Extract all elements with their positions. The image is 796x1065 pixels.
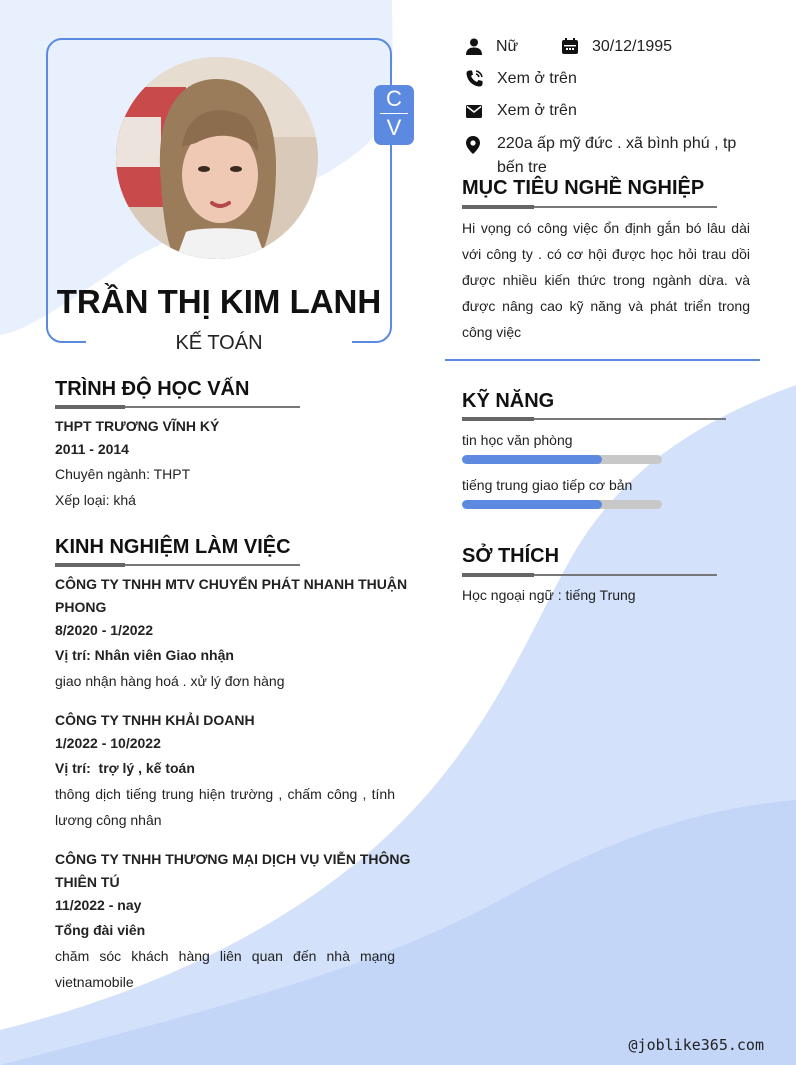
contact-birthday-row — [562, 38, 672, 56]
experience-1-period: 8/2020 - 1/2022 — [55, 622, 154, 638]
job-title: KẾ TOÁN — [175, 332, 263, 354]
cv-badge-bottom-letter: V — [386, 115, 402, 140]
education-period: 2011 - 2014 — [55, 441, 129, 457]
education-title-underline — [55, 406, 300, 408]
experience-2-description: thông dịch tiếng trung hiện trường , chấm công , tính lương công nhân — [55, 786, 395, 828]
experience-1-company-line-1: CÔNG TY TNHH MTV CHUYỂN PHÁT NHANH THUẬN — [55, 576, 408, 592]
education-section-title: TRÌNH ĐỘ HỌC VẤN — [55, 378, 250, 400]
contact-phone-row — [466, 70, 577, 88]
experience-1-position: Vị trí: Nhân viên Giao nhận — [55, 647, 234, 663]
address-line-2: bến tre — [497, 159, 547, 176]
experience-3-company-line-2: THIÊN TÚ — [55, 874, 120, 890]
footer-watermark: @joblike365.com — [628, 1036, 764, 1054]
profile-photo — [116, 57, 318, 259]
address-block — [497, 132, 736, 180]
contact-gender-row — [466, 38, 518, 56]
person-icon — [466, 38, 482, 56]
envelope-icon — [466, 105, 482, 119]
objective-section-title: MỤC TIÊU NGHỀ NGHIỆP — [462, 177, 705, 199]
experience-3-position: Tổng đài viên — [55, 922, 146, 938]
experience-title-underline — [55, 564, 300, 566]
education-major: Chuyên ngành: THPT — [55, 466, 191, 482]
experience-1-company-line-2: PHONG — [55, 599, 107, 615]
job-title-wrap — [86, 328, 352, 358]
skills-title-underline — [462, 418, 726, 420]
experience-2-company: CÔNG TY TNHH KHẢI DOANH — [55, 712, 255, 728]
education-school: THPT TRƯƠNG VĨNH KÝ — [55, 418, 220, 434]
hobbies-title-underline — [462, 574, 717, 576]
experience-2-position: Vị trí: trợ lý , kế toán — [55, 760, 195, 776]
experience-1-description: giao nhận hàng hoá . xử lý đơn hàng — [55, 673, 285, 689]
skill-bar-2 — [462, 500, 662, 509]
objective-text: Hi vọng có công việc ổn định gắn bó lâu dài với công ty . có cơ hội được học hỏi trau dồi được nhiều kiến thức trong ngành dừa. và được nâng cao kỹ năng và phát triển trong công việc — [462, 220, 750, 340]
education-rank: Xếp loại: khá — [55, 492, 136, 508]
hobbies-section-title: SỞ THÍCH — [462, 545, 560, 567]
email-value: Xem ở trên — [497, 102, 577, 119]
skill-name-2: tiếng trung giao tiếp cơ bản — [462, 477, 633, 493]
phone-value: Xem ở trên — [497, 70, 577, 87]
location-pin-icon — [466, 136, 480, 154]
contact-address-row — [466, 134, 736, 180]
cv-badge — [374, 85, 414, 145]
skill-bar-fill-1 — [462, 455, 602, 464]
cv-badge-top-letter: C — [386, 86, 402, 111]
objective-title-underline — [462, 206, 717, 208]
birthday-value: 30/12/1995 — [592, 38, 673, 55]
phone-icon — [466, 70, 483, 87]
skill-bar-1 — [462, 455, 662, 464]
address-line-1: 220a ấp mỹ đức . xã bình phú , tp — [497, 135, 737, 152]
contact-email-row — [466, 102, 577, 120]
skills-section-title: KỸ NĂNG — [462, 390, 555, 412]
hobbies-text: Học ngoại ngữ : tiếng Trung — [462, 587, 636, 603]
calendar-icon — [562, 38, 578, 54]
experience-3-company-line-1: CÔNG TY TNHH THƯƠNG MẠI DỊCH VỤ VIỄN THÔNG — [55, 851, 411, 867]
gender-value: Nữ — [496, 38, 519, 55]
right-column-divider — [445, 359, 760, 361]
experience-3-period: 11/2022 - nay — [55, 897, 142, 913]
skill-bar-fill-2 — [462, 500, 602, 509]
experience-2-period: 1/2022 - 10/2022 — [55, 735, 161, 751]
skill-name-1: tin học văn phòng — [462, 432, 573, 448]
experience-3-description: chăm sóc khách hàng liên quan đến nhà mạng vietnamobile — [55, 948, 395, 990]
experience-section-title: KINH NGHIỆM LÀM VIỆC — [55, 536, 291, 558]
candidate-name: TRẦN THỊ KIM LANH — [56, 283, 382, 320]
